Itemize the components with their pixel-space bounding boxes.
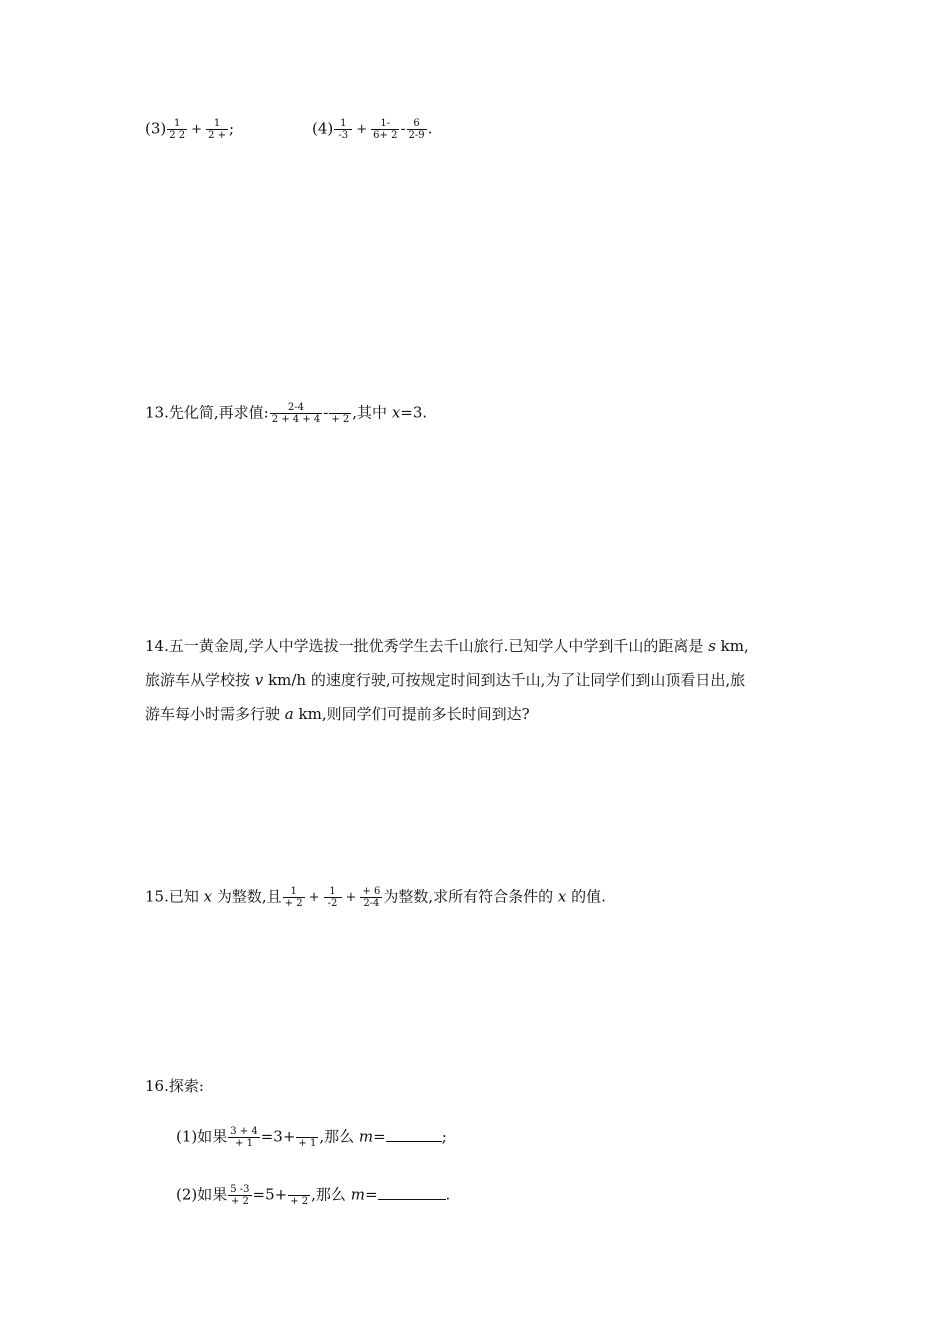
question-13: 13.先化简,再求值: $\frac{2-4}{2 + 4 + 4}$ - + 2 ,其中 x=3. xyxy=(145,402,428,425)
fraction: + 1 xyxy=(298,1138,317,1149)
fraction: $\frac{6}{2-9}$ xyxy=(408,118,425,141)
fraction: $\frac{1}{-2}$ xyxy=(324,886,342,909)
fraction: + 2 xyxy=(290,1196,309,1207)
fraction: + 2 xyxy=(331,414,350,425)
fraction: $\frac{1}{2 2}$ xyxy=(169,118,186,141)
q12-part3: (3) $\frac{1}{2 2}$ + $\frac{1}{2 +}$ ; xyxy=(145,118,235,141)
answer-blank[interactable] xyxy=(386,1127,442,1142)
fraction: $\frac{5 -3}{+ 2}$ xyxy=(230,1184,250,1207)
question-15: 15.已知 x 为整数,且 $\frac{1}{+ 2}$ + $\frac{1}{-2}$ + $\frac{+ 6}{2-4}$ 为整数,求所有符合条件的 x 的值. xyxy=(145,886,606,909)
question-16-title: 16.探索: xyxy=(145,1077,204,1095)
question-14-line3: 游车每小时需多行驶 a km,则同学们可提前多长时间到达? xyxy=(145,705,530,723)
q12-part4: (4) $\frac{1}{-3}$ + $\frac{1-}{6+ 2}$ - $\frac{6}{2-9}$ . xyxy=(312,118,433,141)
fraction: $\frac{1-}{6+ 2}$ xyxy=(373,118,398,141)
question-16-part2: (2)如果 $\frac{5 -3}{+ 2}$ =5+ + 2 ,那么 m= . xyxy=(176,1184,451,1207)
fraction: $\frac{1}{+ 2}$ xyxy=(284,886,303,909)
answer-blank[interactable] xyxy=(378,1185,446,1200)
question-14-line1: 14.五一黄金周,学人中学选拔一批优秀学生去千山旅行.已知学人中学到千山的距离是 s km, xyxy=(145,637,749,655)
fraction: $\frac{1}{-3}$ xyxy=(334,118,352,141)
fraction: $\frac{+ 6}{2-4}$ xyxy=(362,886,381,909)
fraction: $\frac{2-4}{2 + 4 + 4}$ xyxy=(271,402,321,425)
question-16-part1: (1)如果 $\frac{3 + 4}{+ 1}$ =3+ + 1 ,那么 m= ; xyxy=(176,1126,447,1149)
question-14-line2: 旅游车从学校按 v km/h 的速度行驶,可按规定时间到达千山,为了让同学们到山顶看日出,旅 xyxy=(145,671,746,689)
fraction: $\frac{1}{2 +}$ xyxy=(208,118,226,141)
fraction: $\frac{3 + 4}{+ 1}$ xyxy=(230,1126,258,1149)
